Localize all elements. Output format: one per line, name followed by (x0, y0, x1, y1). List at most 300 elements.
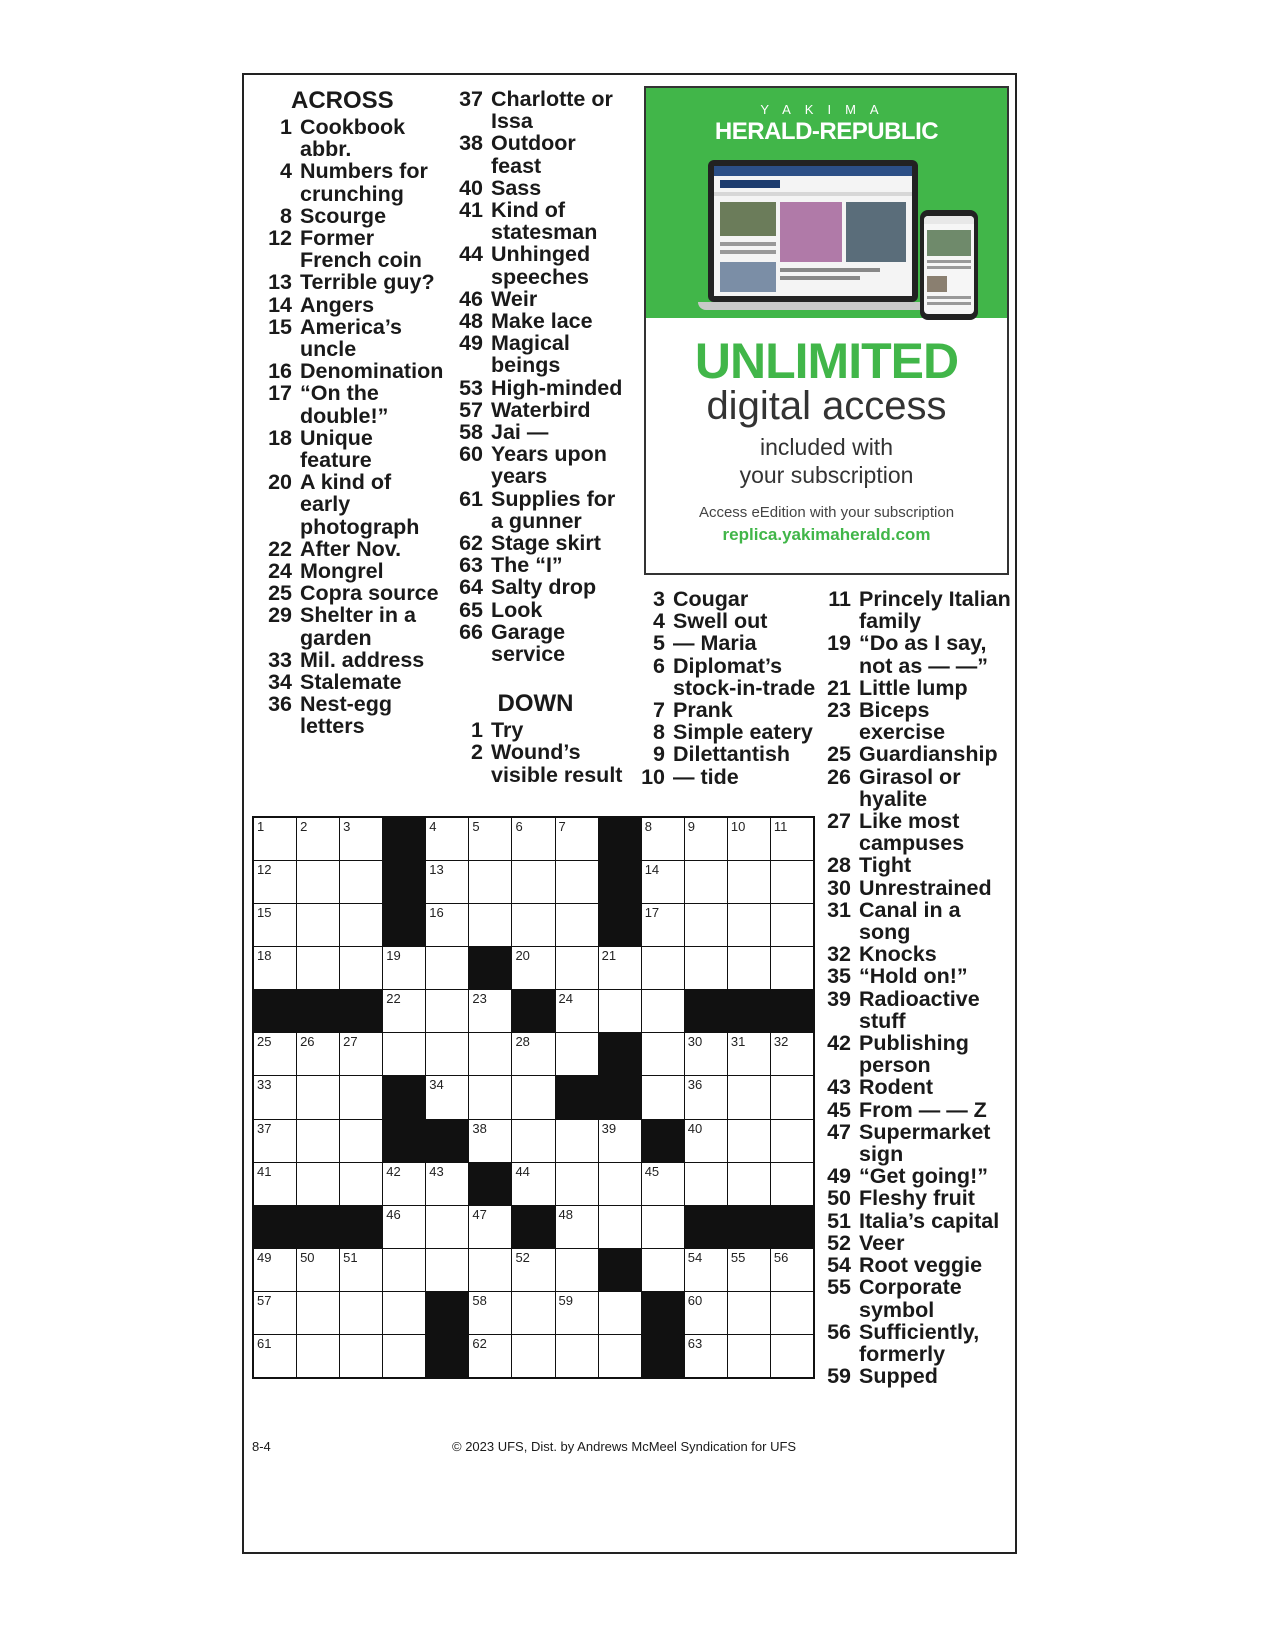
clue-item (637, 610, 820, 632)
cell-number: 50 (300, 1249, 315, 1265)
grid-cell[interactable] (512, 1249, 554, 1291)
clue-text: Biceps exercise (859, 698, 946, 745)
cell-number: 40 (687, 1120, 703, 1136)
clue-item (252, 271, 442, 293)
clue-item (443, 177, 628, 199)
grid-cell[interactable] (728, 818, 770, 860)
grid-cell[interactable] (340, 1292, 382, 1334)
grid-cell[interactable] (469, 1120, 511, 1162)
cell-number: 1 (257, 819, 265, 834)
clue-text: Simple eatery (673, 720, 813, 745)
clue-number: 44 (459, 242, 483, 267)
grid-cell[interactable] (254, 1033, 296, 1075)
grid-cell[interactable] (556, 1033, 598, 1075)
ad-brand-small: YAKIMA (760, 102, 893, 117)
clue-item (823, 766, 1013, 810)
grid-cell[interactable] (771, 1033, 813, 1075)
clue-text: — tide (673, 764, 739, 789)
clue-number: 43 (827, 1075, 851, 1100)
grid-cell[interactable] (383, 1033, 425, 1075)
grid-cell[interactable] (297, 904, 339, 946)
grid-cell[interactable] (426, 1163, 468, 1205)
clue-item (823, 1276, 1013, 1320)
grid-cell[interactable] (297, 861, 339, 903)
clue-number: 39 (827, 986, 851, 1011)
grid-cell[interactable] (685, 947, 727, 989)
clue-text: Sass (491, 175, 542, 200)
clue-text: Knocks (859, 942, 937, 967)
cell-number: 46 (386, 1206, 401, 1222)
grid-cell[interactable] (469, 1249, 511, 1291)
clue-number: 17 (268, 381, 292, 406)
clue-item (823, 1121, 1013, 1165)
clue-text: Former French coin (300, 226, 422, 273)
clue-item (823, 588, 1013, 632)
clue-number: 63 (459, 553, 483, 578)
clue-item (823, 810, 1013, 854)
grid-cell[interactable] (728, 1033, 770, 1075)
clue-text: Like most campuses (859, 809, 965, 856)
grid-cell[interactable] (599, 1163, 641, 1205)
clue-number: 13 (268, 270, 292, 295)
clue-text: Garage service (491, 619, 566, 667)
clue-text: Sufficiently, formerly (859, 1319, 980, 1366)
grid-cell[interactable] (728, 1249, 770, 1291)
grid-cell[interactable] (771, 904, 813, 946)
grid-cell[interactable] (642, 904, 684, 946)
grid-cell[interactable] (297, 1249, 339, 1291)
cell-number: 25 (257, 1034, 272, 1050)
grid-cell[interactable] (556, 904, 598, 946)
grid-cell[interactable] (512, 1292, 554, 1334)
clue-item (637, 766, 820, 788)
clue-number: 4 (280, 159, 292, 184)
grid-cell[interactable] (426, 818, 468, 860)
clue-item (823, 699, 1013, 743)
grid-cell[interactable] (340, 818, 382, 860)
grid-cell[interactable] (254, 947, 296, 989)
clue-item (252, 227, 442, 271)
grid-cell[interactable] (297, 947, 339, 989)
grid-cell[interactable] (771, 1292, 813, 1334)
grid-block (599, 904, 641, 946)
clue-text: Try (491, 718, 524, 743)
cell-number: 7 (558, 819, 566, 834)
grid-cell[interactable] (383, 1249, 425, 1291)
clue-item (252, 693, 442, 737)
grid-block (383, 904, 425, 946)
grid-cell[interactable] (383, 990, 425, 1032)
clue-number: 51 (827, 1208, 851, 1233)
ad-brand-logo: HERALD-REPUBLIC (714, 118, 939, 145)
clue-item (443, 288, 628, 310)
grid-cell[interactable] (512, 947, 554, 989)
cell-number: 14 (644, 862, 660, 878)
clue-item (443, 377, 628, 399)
clue-item (443, 599, 628, 621)
grid-cell[interactable] (642, 1033, 684, 1075)
clue-text: High-minded (491, 375, 623, 400)
grid-cell[interactable] (771, 1249, 813, 1291)
grid-cell[interactable] (728, 1120, 770, 1162)
clue-item (443, 243, 628, 287)
clue-text: After Nov. (300, 536, 402, 561)
cell-number: 12 (257, 862, 272, 878)
clue-number: 16 (268, 359, 292, 384)
clue-item (252, 604, 442, 648)
clue-number: 64 (459, 575, 483, 600)
grid-cell[interactable] (599, 990, 641, 1032)
clue-number: 5 (653, 631, 665, 656)
grid-cell[interactable] (771, 818, 813, 860)
grid-block (340, 1206, 382, 1248)
clue-text: Rodent (859, 1075, 934, 1100)
grid-cell[interactable] (685, 818, 727, 860)
grid-block (512, 1206, 554, 1248)
cell-number: 55 (730, 1249, 746, 1265)
grid-block (642, 1120, 684, 1162)
clue-text: Diplomat’s stock-in-trade (673, 653, 816, 700)
grid-cell[interactable] (685, 1249, 727, 1291)
grid-cell[interactable] (426, 1076, 468, 1118)
grid-cell[interactable] (685, 1076, 727, 1118)
grid-cell[interactable] (728, 861, 770, 903)
grid-cell[interactable] (383, 947, 425, 989)
grid-cell[interactable] (340, 1033, 382, 1075)
grid-cell[interactable] (469, 1335, 511, 1377)
clue-text: Make lace (491, 309, 593, 334)
clue-item (443, 332, 628, 376)
clue-text: Radioactive stuff (859, 986, 980, 1033)
clue-text: Salty drop (491, 575, 597, 600)
cell-number: 38 (472, 1120, 487, 1136)
cell-number: 33 (257, 1077, 272, 1093)
clue-item (252, 471, 442, 538)
grid-cell[interactable] (771, 1076, 813, 1118)
clue-item (637, 743, 820, 765)
cell-number: 63 (687, 1335, 703, 1351)
grid-cell[interactable] (469, 1076, 511, 1118)
grid-block (599, 1033, 641, 1075)
grid-cell[interactable] (469, 1292, 511, 1334)
copyright-notice: © 2023 UFS, Dist. by Andrews McMeel Syndication for UFS (452, 1439, 797, 1454)
clue-number: 55 (827, 1275, 851, 1300)
ad-subhead: digital access (706, 384, 947, 428)
cell-number: 23 (472, 991, 487, 1007)
grid-cell[interactable] (340, 947, 382, 989)
grid-cell[interactable] (297, 1335, 339, 1377)
grid-cell[interactable] (556, 1163, 598, 1205)
grid-cell[interactable] (469, 1033, 511, 1075)
cell-number: 8 (644, 819, 652, 834)
grid-cell[interactable] (642, 818, 684, 860)
clue-text: Supplies for a gunner (491, 486, 616, 533)
grid-cell[interactable] (728, 1292, 770, 1334)
cell-number: 37 (257, 1120, 272, 1136)
grid-cell[interactable] (469, 861, 511, 903)
grid-cell[interactable] (728, 947, 770, 989)
grid-block (469, 947, 511, 989)
clue-text: Swell out (673, 609, 768, 634)
cell-number: 5 (472, 819, 480, 834)
clue-item (443, 199, 628, 243)
clue-item (443, 399, 628, 421)
cell-number: 57 (257, 1292, 272, 1308)
grid-cell[interactable] (642, 1206, 684, 1248)
grid-cell[interactable] (340, 904, 382, 946)
grid-cell[interactable] (426, 1249, 468, 1291)
ad-banner (646, 88, 1007, 318)
grid-cell[interactable] (426, 904, 468, 946)
clue-text: Publishing person (859, 1031, 969, 1078)
grid-cell[interactable] (254, 1335, 296, 1377)
grid-cell[interactable] (771, 1163, 813, 1205)
clue-text: Cougar (673, 587, 749, 611)
clue-text: Guardianship (859, 742, 998, 767)
grid-cell[interactable] (512, 1335, 554, 1377)
clue-number: 26 (827, 764, 851, 789)
grid-cell[interactable] (685, 1120, 727, 1162)
grid-cell[interactable] (426, 861, 468, 903)
grid-cell[interactable] (297, 1292, 339, 1334)
grid-cell[interactable] (556, 1335, 598, 1377)
ad-access-text: Access eEdition with your subscription (698, 504, 955, 521)
clue-text: The “I” (491, 553, 563, 578)
clue-item (823, 1032, 1013, 1076)
grid-cell[interactable] (254, 1163, 296, 1205)
clue-item (443, 88, 628, 132)
grid-cell[interactable] (685, 904, 727, 946)
grid-cell[interactable] (771, 947, 813, 989)
grid-cell[interactable] (512, 1076, 554, 1118)
grid-cell[interactable] (426, 1033, 468, 1075)
grid-cell[interactable] (771, 1120, 813, 1162)
grid-cell[interactable] (642, 990, 684, 1032)
grid-cell[interactable] (771, 861, 813, 903)
cell-number: 61 (257, 1335, 272, 1351)
cell-number: 2 (300, 819, 308, 834)
grid-cell[interactable] (512, 818, 554, 860)
grid-cell[interactable] (512, 1120, 554, 1162)
grid-cell[interactable] (426, 990, 468, 1032)
grid-block (383, 861, 425, 903)
grid-cell[interactable] (685, 1163, 727, 1205)
grid-cell[interactable] (556, 1120, 598, 1162)
clue-text: Magical beings (491, 331, 570, 378)
clue-number: 24 (268, 559, 292, 584)
grid-cell[interactable] (728, 1076, 770, 1118)
grid-cell[interactable] (254, 1292, 296, 1334)
page-code: 8-4 (252, 1439, 271, 1454)
grid-cell[interactable] (728, 904, 770, 946)
cell-number: 22 (386, 991, 401, 1007)
grid-cell[interactable] (297, 1076, 339, 1118)
clue-number: 14 (268, 292, 292, 317)
grid-cell[interactable] (556, 1292, 598, 1334)
clue-item (823, 1076, 1013, 1098)
clue-item (252, 360, 442, 382)
clue-text: Unhinged speeches (491, 242, 591, 289)
clue-text: Mil. address (300, 647, 425, 672)
clue-number: 38 (459, 131, 483, 156)
cell-number: 21 (601, 948, 617, 964)
clue-text: America’s uncle (300, 314, 402, 362)
grid-cell[interactable] (556, 947, 598, 989)
clue-item (823, 899, 1013, 943)
clue-text: Italia’s capital (859, 1208, 1000, 1233)
clue-number: 3 (653, 587, 665, 611)
grid-cell[interactable] (642, 1163, 684, 1205)
grid-cell[interactable] (685, 1335, 727, 1377)
grid-cell[interactable] (254, 1120, 296, 1162)
cell-number: 51 (343, 1249, 358, 1265)
grid-cell[interactable] (685, 861, 727, 903)
grid-cell[interactable] (512, 1163, 554, 1205)
grid-cell[interactable] (469, 1206, 511, 1248)
clue-text: Mongrel (300, 559, 384, 584)
grid-cell[interactable] (556, 818, 598, 860)
clue-text: Little lump (859, 675, 968, 700)
grid-cell[interactable] (254, 904, 296, 946)
grid-cell[interactable] (599, 1335, 641, 1377)
clue-item (443, 576, 628, 598)
clue-number: 40 (459, 175, 483, 200)
grid-cell[interactable] (340, 1163, 382, 1205)
grid-cell[interactable] (297, 818, 339, 860)
clue-item (252, 160, 442, 204)
clue-text: From — — Z (859, 1097, 987, 1122)
cell-number: 6 (515, 819, 523, 834)
clue-text: Tight (859, 853, 912, 878)
clue-item (252, 382, 442, 426)
grid-cell[interactable] (685, 1033, 727, 1075)
grid-cell[interactable] (469, 904, 511, 946)
grid-cell[interactable] (383, 1206, 425, 1248)
grid-cell[interactable] (426, 947, 468, 989)
clue-text: Supermarket sign (859, 1119, 991, 1167)
grid-cell[interactable] (642, 1076, 684, 1118)
grid-cell[interactable] (512, 904, 554, 946)
clue-text: — Maria (673, 631, 757, 656)
grid-cell[interactable] (297, 1120, 339, 1162)
grid-cell[interactable] (599, 1120, 641, 1162)
clue-number: 36 (268, 692, 292, 717)
clue-item (823, 943, 1013, 965)
grid-cell[interactable] (556, 990, 598, 1032)
grid-cell[interactable] (340, 861, 382, 903)
cell-number: 9 (687, 819, 695, 834)
down-clues-col4 (823, 588, 1013, 1387)
grid-cell[interactable] (512, 1033, 554, 1075)
grid-cell[interactable] (599, 1292, 641, 1334)
grid-cell[interactable] (297, 1163, 339, 1205)
grid-cell[interactable] (383, 1292, 425, 1334)
clue-item (823, 632, 1013, 676)
grid-block (685, 1206, 727, 1248)
grid-cell[interactable] (728, 1335, 770, 1377)
clue-text: Kind of statesman (491, 198, 598, 245)
grid-cell[interactable] (469, 990, 511, 1032)
grid-cell[interactable] (469, 818, 511, 860)
grid-cell[interactable] (512, 861, 554, 903)
grid-block (254, 1206, 296, 1248)
clue-number: 4 (653, 609, 665, 634)
cell-number: 39 (601, 1120, 617, 1136)
clue-text: Years upon years (491, 442, 607, 489)
clue-text: Waterbird (491, 397, 591, 422)
grid-block (383, 818, 425, 860)
clue-text: Canal in a song (859, 897, 961, 945)
grid-cell[interactable] (254, 861, 296, 903)
grid-cell[interactable] (642, 861, 684, 903)
clue-text: A kind of early photograph (300, 470, 420, 539)
grid-cell[interactable] (771, 1335, 813, 1377)
grid-cell[interactable] (383, 1163, 425, 1205)
clue-text: Stage skirt (491, 531, 601, 556)
grid-cell[interactable] (254, 818, 296, 860)
cell-number: 17 (644, 905, 660, 921)
ad-line1: included with (760, 434, 893, 460)
clue-number: 15 (268, 314, 292, 339)
grid-cell[interactable] (556, 1249, 598, 1291)
clue-number: 28 (827, 853, 851, 878)
grid-cell[interactable] (254, 1249, 296, 1291)
clue-text: Numbers for crunching (300, 159, 428, 206)
clue-item (252, 671, 442, 693)
cell-number: 56 (773, 1249, 789, 1265)
grid-cell[interactable] (383, 1335, 425, 1377)
grid-cell[interactable] (254, 1076, 296, 1118)
clue-number: 37 (459, 87, 483, 111)
grid-cell[interactable] (340, 1335, 382, 1377)
grid-cell[interactable] (340, 1076, 382, 1118)
ad-url-link[interactable]: replica.yakimaherald.com (722, 525, 931, 544)
grid-cell[interactable] (426, 1206, 468, 1248)
clue-item (823, 677, 1013, 699)
grid-cell[interactable] (340, 1120, 382, 1162)
clue-text: Princely Italian family (859, 587, 1011, 634)
cell-number: 52 (515, 1249, 530, 1265)
clue-text: Root veggie (859, 1253, 983, 1278)
cell-number: 42 (386, 1163, 401, 1179)
down-clues-col3 (637, 588, 820, 788)
grid-cell[interactable] (642, 947, 684, 989)
clue-item (252, 294, 442, 316)
cell-number: 18 (257, 948, 272, 964)
grid-cell[interactable] (642, 1249, 684, 1291)
cell-number: 54 (687, 1249, 703, 1265)
grid-cell[interactable] (297, 1033, 339, 1075)
grid-cell[interactable] (728, 1163, 770, 1205)
clue-number: 31 (827, 897, 851, 922)
grid-cell[interactable] (599, 1206, 641, 1248)
clue-text: Look (491, 597, 543, 622)
grid-block (297, 1206, 339, 1248)
clue-item (443, 132, 628, 176)
grid-cell[interactable] (599, 947, 641, 989)
grid-cell[interactable] (685, 1292, 727, 1334)
clue-item (443, 421, 628, 443)
grid-block (642, 1335, 684, 1377)
clue-number: 49 (827, 1164, 851, 1189)
ad-line2: your subscription (739, 462, 914, 488)
grid-cell[interactable] (556, 861, 598, 903)
clue-item (443, 719, 628, 741)
clue-item (823, 1365, 1013, 1387)
clue-item (443, 532, 628, 554)
grid-cell[interactable] (556, 1206, 598, 1248)
grid-cell[interactable] (340, 1249, 382, 1291)
